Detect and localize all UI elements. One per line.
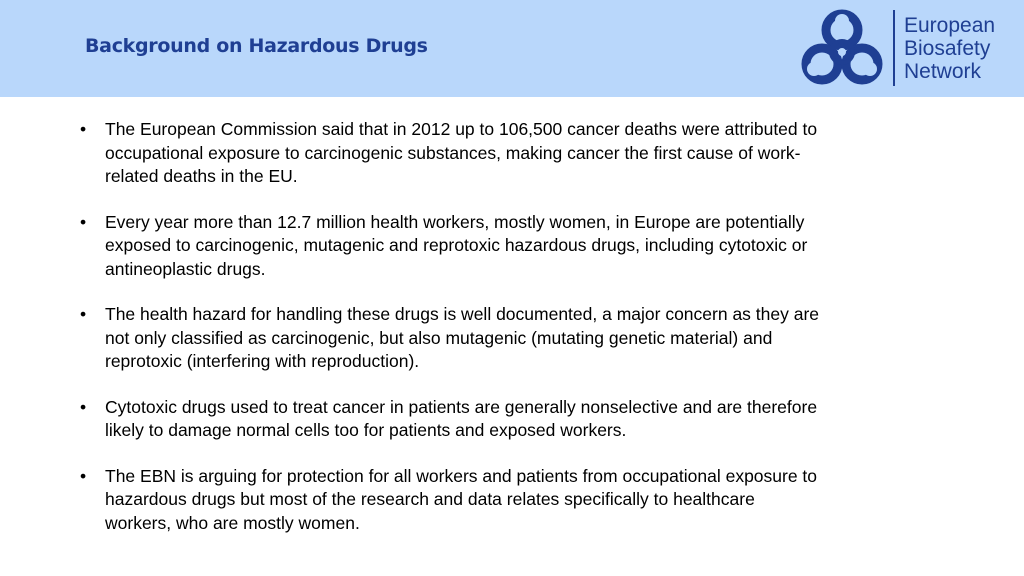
header-band bbox=[0, 0, 1024, 97]
logo-line-2: Biosafety bbox=[904, 37, 991, 60]
bullet-item bbox=[80, 465, 820, 536]
bullet-text: The EBN is arguing for protection for all workers and patients from occupational exposure to hazardous drugs but most of the research and data relates specifically to healthcare workers, who are mostly women. bbox=[105, 465, 818, 533]
logo-line-3: Network bbox=[904, 60, 982, 83]
bullet-item bbox=[80, 211, 820, 282]
bullet-list bbox=[80, 118, 820, 557]
bullet-marker: • bbox=[80, 304, 87, 324]
logo-divider bbox=[893, 10, 895, 86]
bullet-text: The health hazard for handling these drugs is well documented, a major concern as they are not only classified as carcinogenic, but also mutagenic (mutating genetic material) and reprotoxic (interfering with reproduction). bbox=[105, 304, 820, 371]
ebn-logo bbox=[800, 8, 1010, 90]
bullet-marker: • bbox=[80, 211, 87, 232]
bullet-text: The European Commission said that in 2012 up to 106,500 cancer deaths were attributed to occupational exposure to carcinogenic substances, making cancer the first cause of work-related deaths in the EU. bbox=[105, 119, 818, 186]
slide-title: Background on Hazardous Drugs bbox=[85, 35, 428, 57]
bullet-marker: • bbox=[80, 396, 87, 417]
bullet-marker: • bbox=[80, 465, 87, 486]
bullet-text: Every year more than 12.7 million health workers, mostly women, in Europe are potentially exposed to carcinogenic, mutagenic and reprotoxic hazardous drugs, including cytotoxic or antineoplastic drugs. bbox=[105, 211, 808, 279]
bullet-item bbox=[80, 396, 820, 443]
bullet-marker: • bbox=[80, 119, 87, 139]
logo-wordmark bbox=[904, 14, 995, 83]
biohazard-icon bbox=[800, 8, 884, 90]
logo-line-1: European bbox=[904, 14, 996, 37]
bullet-item bbox=[80, 303, 820, 374]
bullet-text: Cytotoxic drugs used to treat cancer in patients are generally nonselective and are therefore likely to damage normal cells too for patients and exposed workers. bbox=[105, 396, 818, 440]
bullet-item bbox=[80, 118, 820, 189]
